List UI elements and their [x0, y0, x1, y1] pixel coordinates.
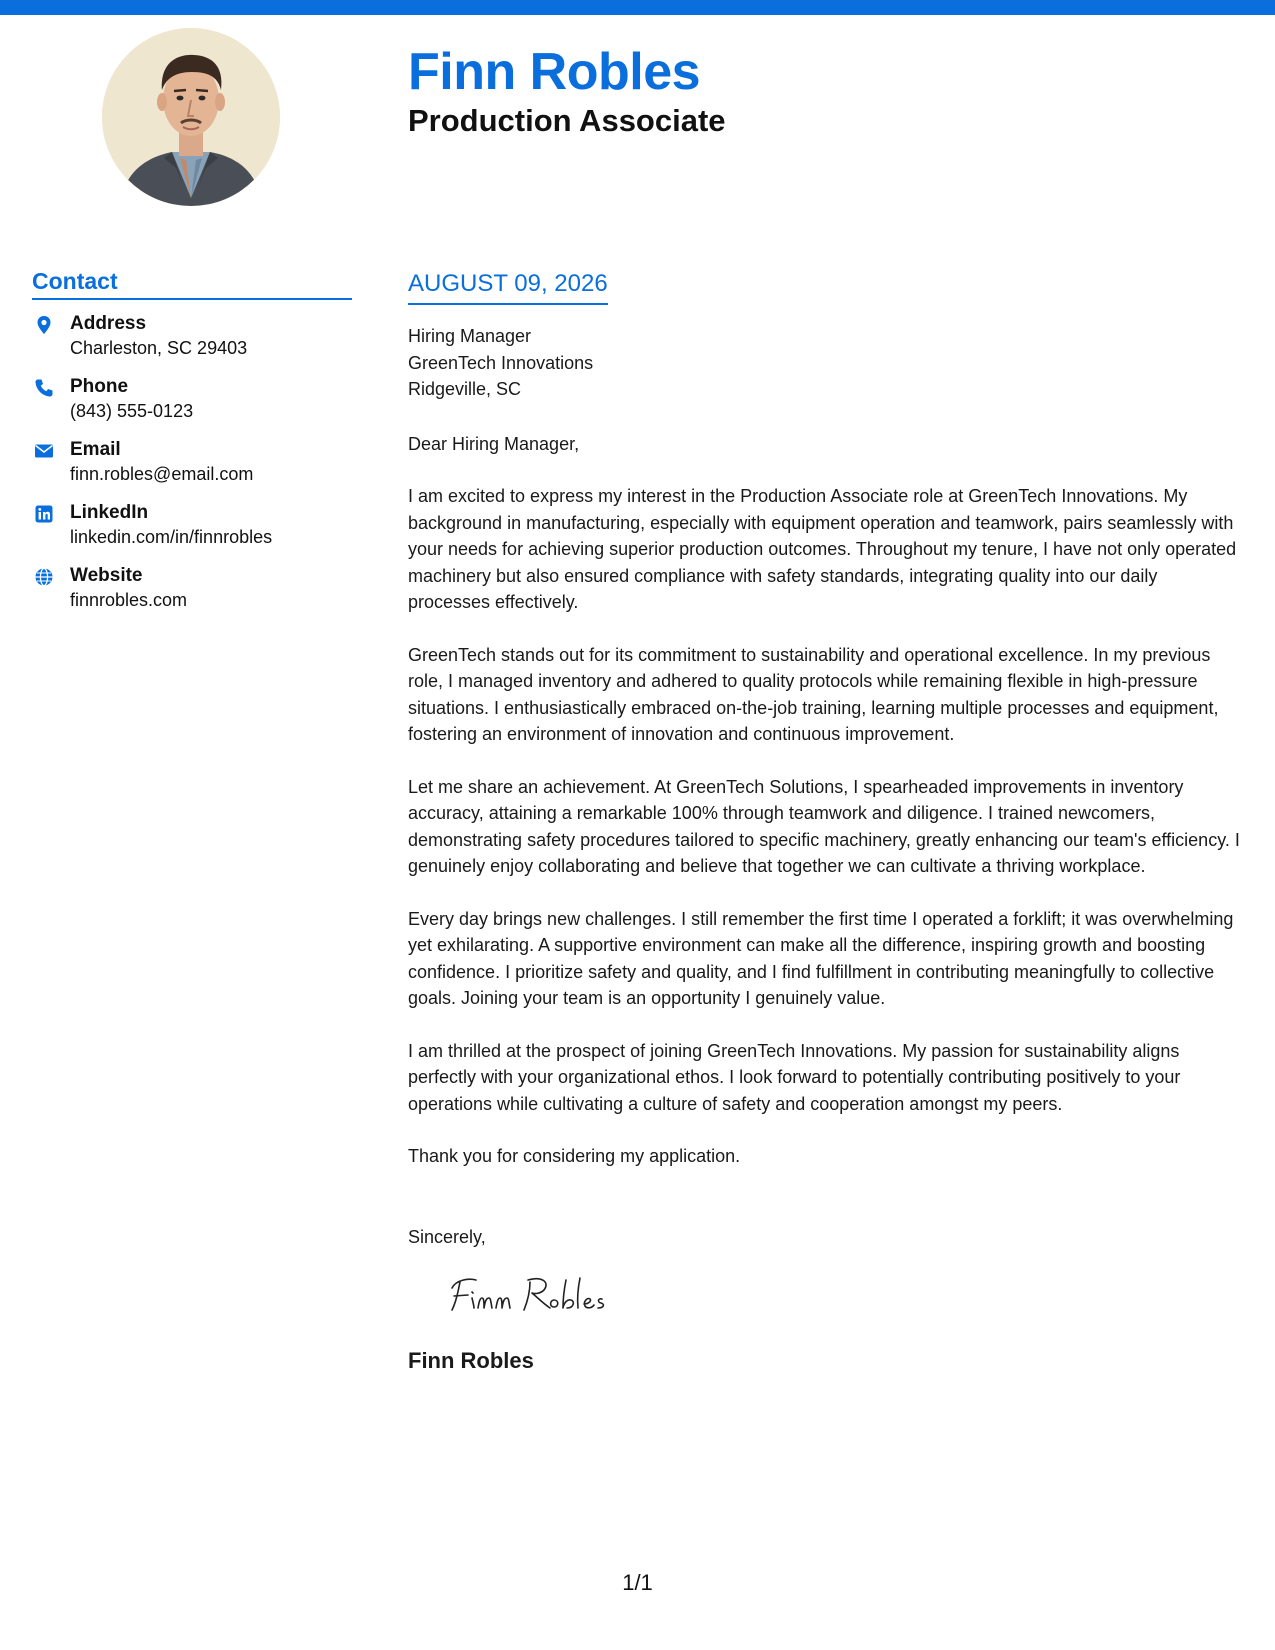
body-paragraph: I am thrilled at the prospect of joining GreenTech Innovations. My passion for sustainability aligns perfectly with your organizational ethos. I look forward to potentially contributing positively to your operations while cultivating a culture of safety and cooperation amongst my peers.: [408, 1040, 1181, 1114]
recipient-line: GreenTech Innovations: [408, 352, 594, 373]
phone-icon: [34, 378, 54, 398]
profile-photo: [102, 28, 280, 206]
sign-off-name: Finn Robles: [408, 1348, 534, 1373]
email-value[interactable]: finn.robles@email.com: [70, 464, 254, 484]
applicant-name: Finn Robles: [408, 43, 701, 101]
contact-item-website: [32, 564, 352, 627]
body-paragraph: Thank you for considering my application.: [408, 1146, 741, 1166]
contact-item-email: [32, 438, 352, 501]
letter-date: AUGUST 09, 2026: [408, 268, 608, 305]
address-value: Charleston, SC 29403: [70, 338, 248, 358]
recipient-block: [408, 323, 1243, 403]
body-paragraph: Every day brings new challenges. I still remember the first time I operated a forklift; it was overwhelming yet exhilarating. A supportive environment can make all the difference, inspiring growth and boosting confidence. I prioritize safety and quality, and I find fulfillment in contributing meaningfully to collective goals. Joining your team is an opportunity I genuinely value.: [408, 908, 1234, 1008]
top-accent-bar: [0, 0, 1275, 15]
salutation: Dear Hiring Manager,: [408, 433, 580, 454]
contact-label: Phone: [70, 376, 129, 397]
contact-heading: Contact: [32, 266, 352, 300]
contact-label: Email: [70, 439, 121, 460]
recipient-line: Hiring Manager: [408, 326, 532, 346]
envelope-icon: [34, 441, 54, 461]
contact-label: LinkedIn: [70, 502, 149, 523]
contact-label: Website: [70, 565, 143, 586]
linkedin-icon: [34, 504, 54, 524]
body-paragraph: Let me share an achievement. At GreenTech Solutions, I spearheaded improvements in inventory accuracy, attaining a remarkable 100% through teamwork and diligence. I trained newcomers, demonstrating safety procedures tailored to specific machinery, greatly enhancing our team's efficiency. I genuinely enjoy collaborating and believe that together we can cultivate a thriving workplace.: [408, 776, 1240, 876]
letter-body: [408, 268, 1243, 1375]
linkedin-value[interactable]: linkedin.com/in/finnrobles: [70, 527, 273, 547]
body-paragraph: I am excited to express my interest in the Production Associate role at GreenTech Innovations. My background in manufacturing, especially with equipment operation and teamwork, pairs seamlessly with your needs for achieving superior production outcomes. Throughout my tenure, I have not only operated machinery but also ensured compliance with safety standards, integrating quality into our daily processes effectively.: [408, 486, 1237, 612]
body-paragraph: GreenTech stands out for its commitment to sustainability and operational excellence. In my previous role, I managed inventory and adhered to quality protocols while remaining flexible in high-pressure situations. I enthusiastically embraced on-the-job training, learning multiple processes and equipment, fostering an environment of innovation and continuous improvement.: [408, 644, 1219, 744]
phone-value: (843) 555-0123: [70, 401, 194, 421]
recipient-line: Ridgeville, SC: [408, 379, 522, 399]
contact-item-address: [32, 312, 352, 375]
contact-item-linkedin: [32, 501, 352, 564]
globe-icon: [34, 567, 54, 587]
map-pin-icon: [34, 315, 54, 335]
contact-item-phone: [32, 375, 352, 438]
contact-sidebar: [32, 266, 352, 627]
handwritten-signature: [446, 1268, 636, 1320]
contact-label: Address: [70, 313, 147, 334]
page-number: 1/1: [622, 1570, 653, 1595]
job-title: Production Associate: [408, 103, 726, 138]
website-value[interactable]: finnrobles.com: [70, 590, 188, 610]
closing: Sincerely,: [408, 1226, 486, 1247]
contact-list: [32, 312, 352, 627]
